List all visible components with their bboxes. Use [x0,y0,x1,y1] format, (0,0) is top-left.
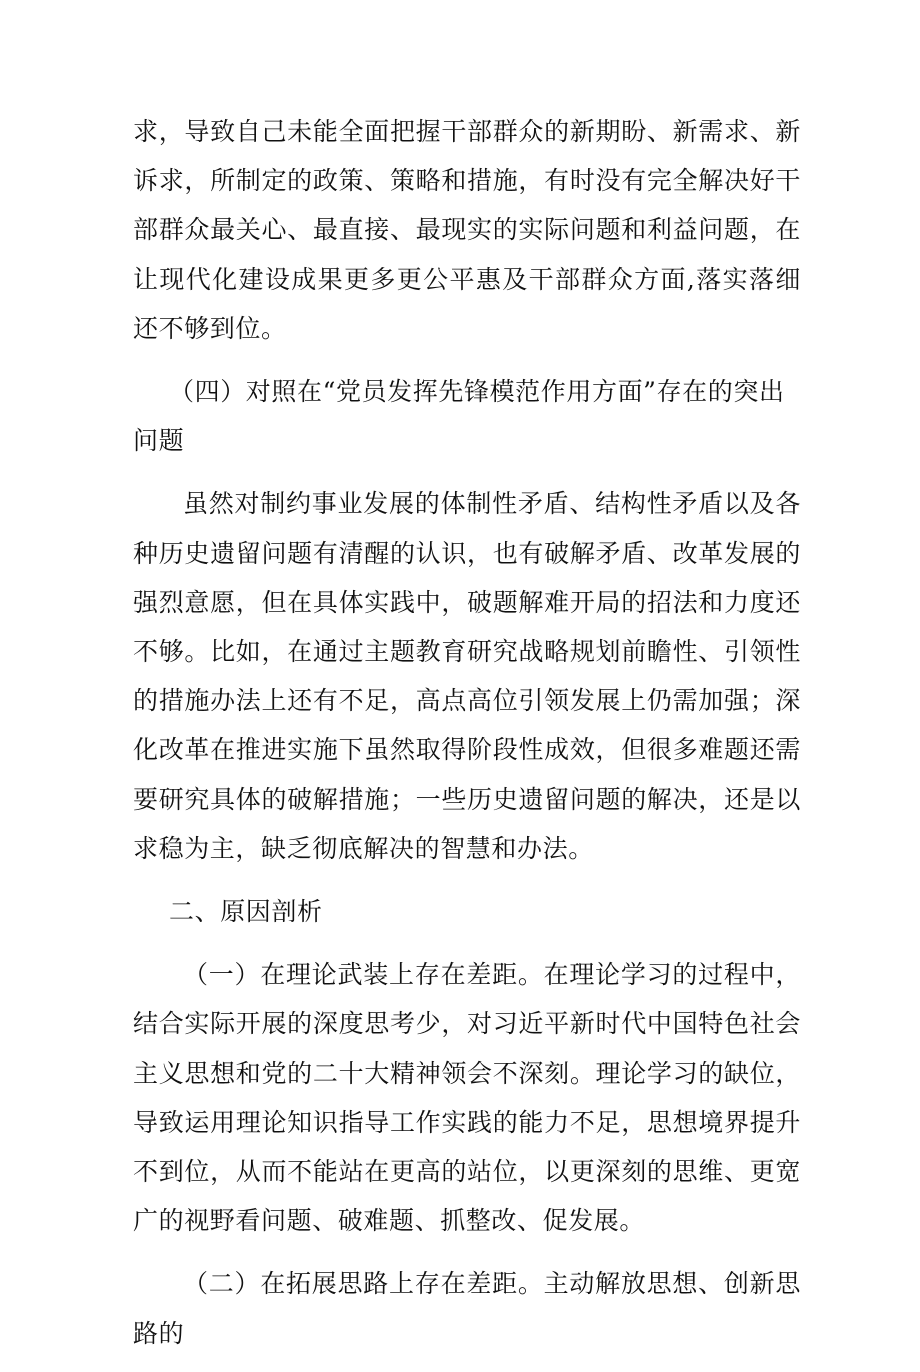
section-4-heading: （四）对照在“党员发挥先锋模范作用方面”存在的突出问题 [133,377,785,456]
document-body [133,107,801,1372]
cause-2-paragraph: （二）在拓展思路上存在差距。主动解放思想、创新思路的 [133,1269,801,1348]
continuation-paragraph: 求，导致自己未能全面把握干部群众的新期盼、新需求、新诉求，所制定的政策、策略和措施，有时没有完全解决好干部群众最关心、最直接、最现实的实际问题和利益问题，在让现代化建设成果更多更公平惠及干部群众方面,落实落细还不够到位。 [133,117,801,343]
section-4-body-paragraph: 虽然对制约事业发展的体制性矛盾、结构性矛盾以及各种历史遗留问题有清醒的认识，也有破解矛盾、改革发展的强烈意愿，但在具体实践中，破题解难开局的招法和力度还不够。比如，在通过主题教育研究战略规划前瞻性、引领性的措施办法上还有不足，高点高位引领发展上仍需加强；深化改革在推进实施下虽然取得阶段性成效，但很多难题还需要研究具体的破解措施；一些历史遗留问题的解决，还是以求稳为主，缺乏彻底解决的智慧和办法。 [133,489,801,863]
cause-1-paragraph: （一）在理论武装上存在差距。在理论学习的过程中，结合实际开展的深度思考少，对习近平新时代中国特色社会主义思想和党的二十大精神领会不深刻。理论学习的缺位，导致运用理论知识指导工作实践的能力不足，思想境界提升不到位，从而不能站在更高的站位，以更深刻的思维、更宽广的视野看问题、破难题、抓整改、促发展。 [133,960,801,1236]
part-2-heading: 二、原因剖析 [169,897,323,927]
